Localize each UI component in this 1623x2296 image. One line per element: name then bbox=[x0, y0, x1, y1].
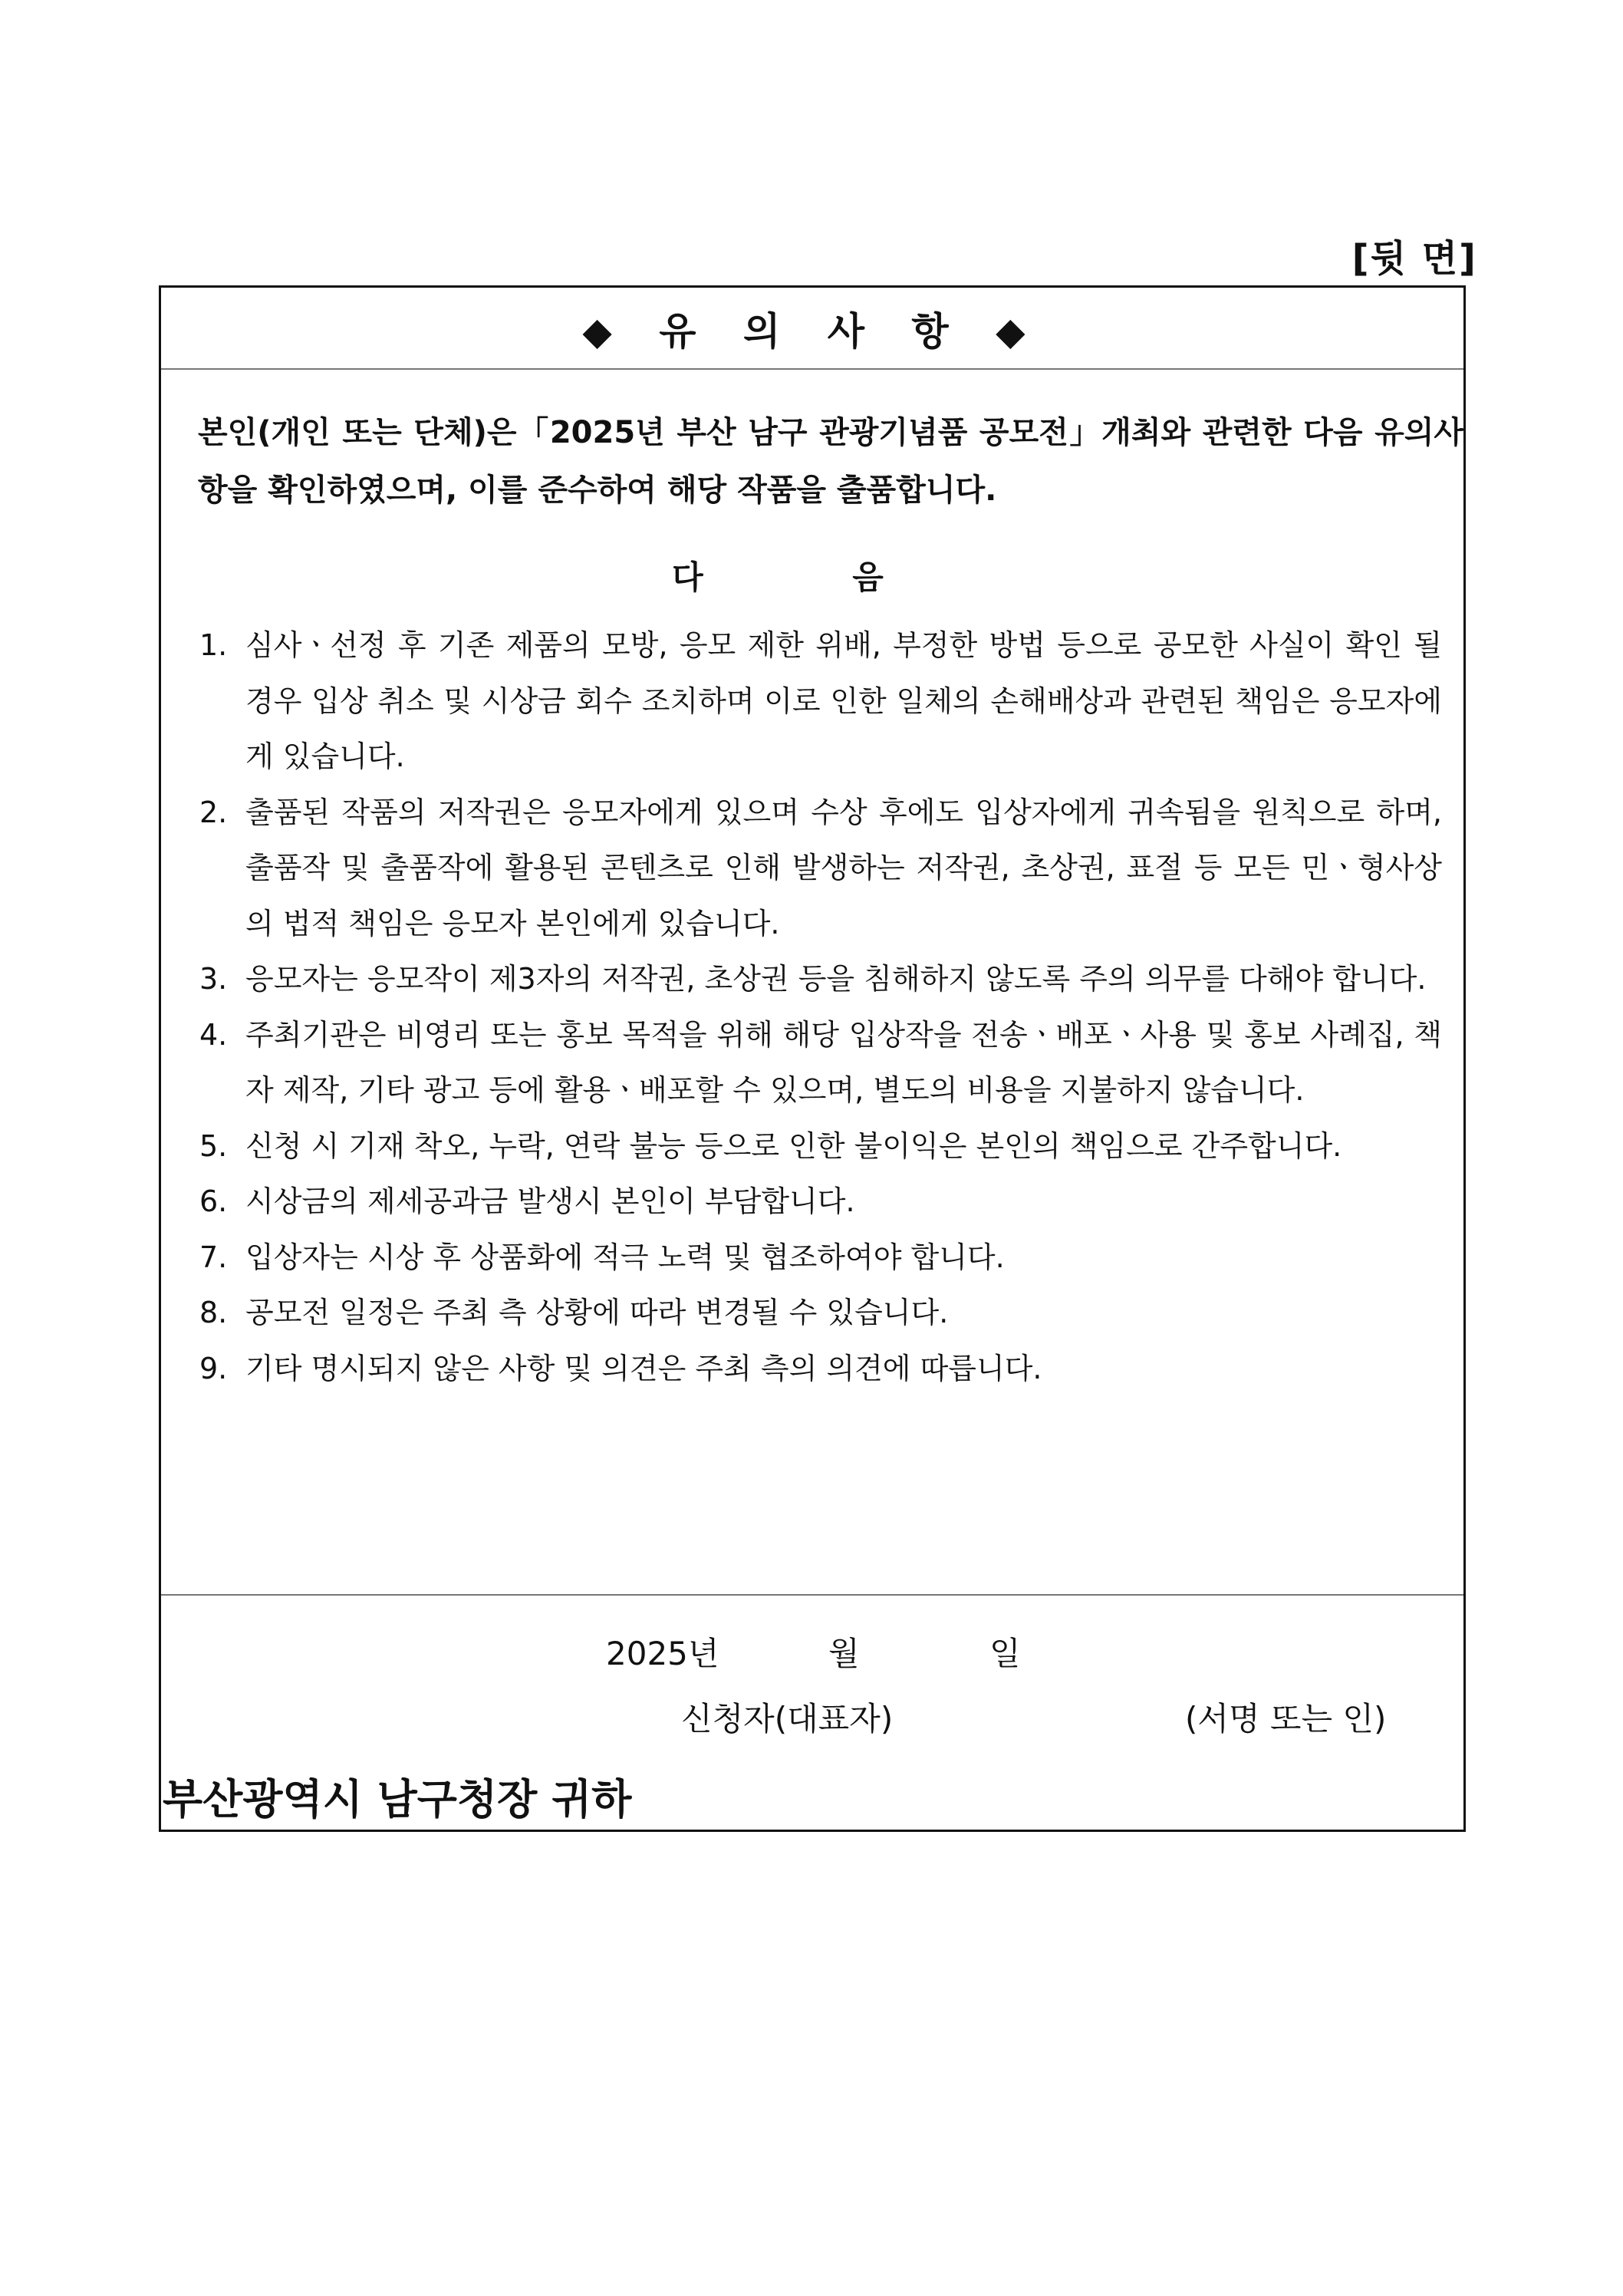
item-number: 3. bbox=[199, 962, 228, 996]
date-day: 일 bbox=[989, 1635, 1021, 1672]
item-number: 7. bbox=[199, 1240, 228, 1274]
item-number: 4. bbox=[199, 1017, 228, 1052]
addressee: 부산광역시 남구청장 귀하 bbox=[163, 1775, 632, 1823]
list-item bbox=[199, 1341, 1442, 1397]
section-divider bbox=[161, 1594, 1463, 1596]
item-text: 입상자는 시상 후 상품화에 적극 노력 및 협조하여야 합니다. bbox=[245, 1240, 1005, 1274]
item-text: 응모자는 응모작이 제3자의 저작권, 초상권 등을 침해하지 않도록 주의 의무를 다해야 합니다. bbox=[245, 962, 1427, 996]
list-item bbox=[199, 951, 1442, 1007]
item-number: 8. bbox=[199, 1296, 228, 1329]
item-text: 신청 시 기재 착오, 누락, 연락 불능 등으로 인한 불이익은 본인의 책임으로 간주합니다. bbox=[245, 1128, 1342, 1163]
section-heading: 다 음 bbox=[672, 558, 953, 596]
signature-label: (서명 또는 인) bbox=[1185, 1700, 1387, 1738]
item-text: 시상금의 제세공과금 발생시 본인이 부담합니다. bbox=[245, 1184, 855, 1218]
item-number: 5. bbox=[199, 1128, 228, 1163]
list-item bbox=[199, 1285, 1442, 1341]
applicant-label: 신청자(대표자) bbox=[681, 1700, 894, 1738]
item-number: 1. bbox=[199, 628, 228, 662]
item-text: 심사ㆍ선정 후 기존 제품의 모방, 응모 제한 위배, 부정한 방법 등으로 공모한 사실이 확인 될 경우 입상 취소 및 시상금 회수 조치하며 이로 인한 일체의 손해배상과 관련된 책임은 응모자에게 있습니다. bbox=[245, 628, 1442, 773]
list-item bbox=[199, 1174, 1442, 1230]
item-text: 공모전 일정은 주최 측 상황에 따라 변경될 수 있습니다. bbox=[245, 1296, 949, 1329]
notice-form bbox=[159, 285, 1466, 1832]
list-item bbox=[199, 618, 1442, 785]
list-item bbox=[199, 1007, 1442, 1118]
item-text: 기타 명시되지 않은 사항 및 의견은 주최 측의 의견에 따릅니다. bbox=[245, 1351, 1042, 1385]
date-month: 월 bbox=[828, 1635, 860, 1672]
list-item bbox=[199, 1118, 1442, 1174]
item-number: 6. bbox=[199, 1184, 228, 1218]
list-item bbox=[199, 785, 1442, 952]
item-number: 9. bbox=[199, 1351, 228, 1385]
list-item bbox=[199, 1230, 1442, 1286]
form-title: ◆ 유 의 사 항 ◆ bbox=[161, 288, 1463, 370]
notice-list bbox=[199, 618, 1442, 1396]
item-text: 주최기관은 비영리 또는 홍보 목적을 위해 해당 입상작을 전송ㆍ배포ㆍ사용 및 홍보 사례집, 책자 제작, 기타 광고 등에 활용ㆍ배포할 수 있으며, 별도의 비용을 지불하지 않습니다. bbox=[245, 1017, 1442, 1107]
item-text: 출품된 작품의 저작권은 응모자에게 있으며 수상 후에도 입상자에게 귀속됨을 원칙으로 하며, 출품작 및 출품작에 활용된 콘텐츠로 인해 발생하는 저작권, 초상권, 표절 등 모든 민ㆍ형사상의 법적 책임은 응모자 본인에게 있습니다. bbox=[245, 795, 1442, 940]
date-year: 2025년 bbox=[606, 1635, 719, 1672]
item-number: 2. bbox=[199, 795, 228, 829]
date-line bbox=[606, 1629, 1021, 1675]
page-side-label: [뒷 면] bbox=[1351, 237, 1477, 280]
intro-paragraph bbox=[161, 404, 1463, 519]
intro-text: 본인(개인 또는 단체)은「2025년 부산 남구 관광기념품 공모전」개최와 관련한 다음 유의사항을 확인하였으며, 이를 준수하여 해당 작품을 출품합니다. bbox=[198, 415, 1463, 508]
